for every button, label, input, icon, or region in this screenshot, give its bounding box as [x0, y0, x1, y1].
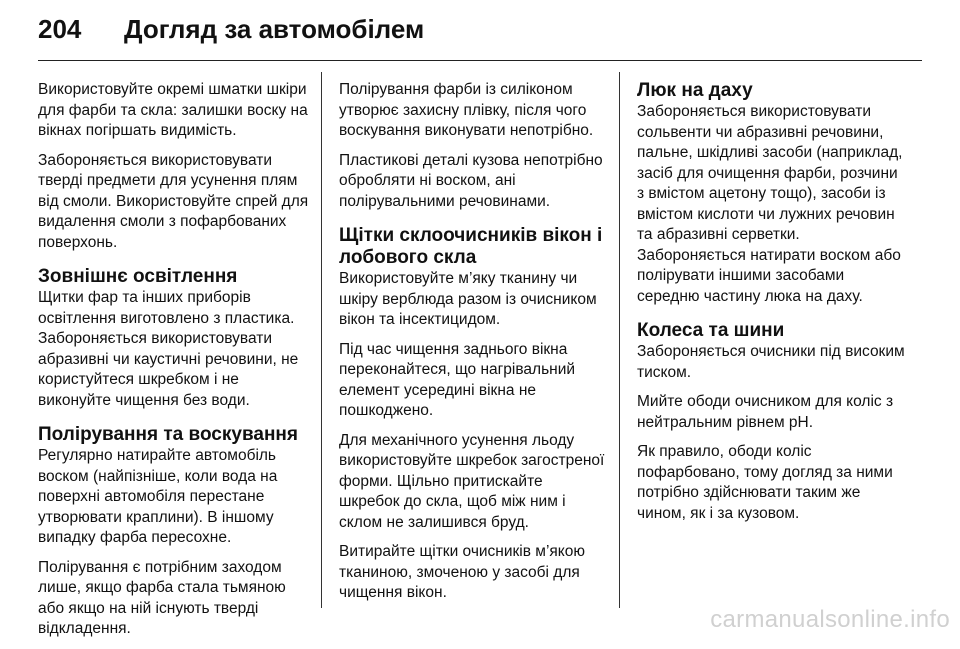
paragraph-plastic-parts: Пластикові деталі кузова непотрібно обробляти ні воском, ані полірувальними речовинами.	[339, 151, 603, 210]
header-divider	[38, 60, 922, 61]
page-title: Догляд за автомобілем	[124, 14, 425, 44]
paragraph-rim-care: Як правило, ободи коліс пофарбовано, тому догляд за ними потрібно здійснювати таким же чином, як і за кузовом.	[637, 443, 893, 522]
paragraph-waxing: Регулярно натирайте автомобіль воском (найпізніше, коли вода на поверхні автомобіля перестане утворювати краплини). В іншому випадку фарба пересохне.	[38, 447, 278, 546]
heading-sunroof: Люк на даху	[637, 80, 753, 101]
column-divider-1	[321, 72, 322, 608]
column-divider-2	[619, 72, 620, 608]
paragraph-sunroof: Забороняється використовувати сольвенти чи абразивні речовини, пальне, шкідливі засоби (наприклад, засіб для очищення фарби, розчини з вмістом ацетону тощо), засоби із вмістом кислоти чи лужних речовин та абразивні серветки. Забороняється натирати воском або полірувати іншими засобами середню частину люка на даху.	[637, 103, 903, 305]
watermark: carmanualsonline.info	[710, 606, 950, 633]
paragraph-tar-removal: Забороняється використовувати тверді предмети для усунення плям від смоли. Використовуйте спрей для видалення смоли з пофарбованих поверхонь.	[38, 151, 309, 251]
column-3	[637, 80, 909, 533]
page-header	[38, 14, 424, 45]
paragraph-leather-cloths: Використовуйте окремі шматки шкіри для фарби та скла: залишки воску на вікнах погіршать видимість.	[38, 81, 308, 139]
paragraph-high-pressure: Забороняється очисники під високим тиском.	[637, 343, 905, 381]
heading-polishing-waxing: Полірування та воскування	[38, 424, 298, 445]
heading-wipers: Щітки склоочисників вікон і лобового скла	[339, 225, 603, 268]
paragraph-silicone-polish: Полірування фарби із силіконом утворює захисну плівку, після чого воскування виконувати непотрібно.	[339, 81, 594, 139]
paragraph-rim-cleaner: Мийте ободи очисником для коліс з нейтральним рівнем pH.	[637, 393, 894, 431]
paragraph-wiper-blades: Витирайте щітки очисників м’якою тканиною, змоченою у засобі для чищення вікон.	[339, 543, 585, 601]
heading-exterior-lighting: Зовнішнє освітлення	[38, 266, 238, 287]
paragraph-lighting: Щитки фар та інших приборів освітлення виготовлено з пластика. Забороняється використовувати абразивні чи каустичні речовини, не користуйтеся шкребком і не виконуйте чищення без води.	[38, 289, 299, 409]
column-2	[339, 80, 607, 613]
column-1	[38, 80, 310, 649]
page-number: 204	[38, 14, 82, 44]
paragraph-rear-window: Під час чищення заднього вікна переконайтеся, що нагрівальний елемент усередині вікна не пошкоджено.	[339, 340, 576, 419]
paragraph-ice-scraper: Для механічного усунення льоду використовуйте шкребок загостреної форми. Щільно притискайте шкребок до скла, щоб між ним і склом не залишився бруд.	[339, 431, 605, 531]
paragraph-polishing: Полірування є потрібним заходом лише, якщо фарба стала тьмяною або якщо на ній існують тверді відкладення.	[38, 558, 286, 637]
heading-wheels-tyres: Колеса та шини	[637, 320, 785, 341]
paragraph-wiper-cloth: Використовуйте м’яку тканину чи шкіру верблюда разом із очисником вікон та інсектицидом.	[339, 270, 597, 328]
